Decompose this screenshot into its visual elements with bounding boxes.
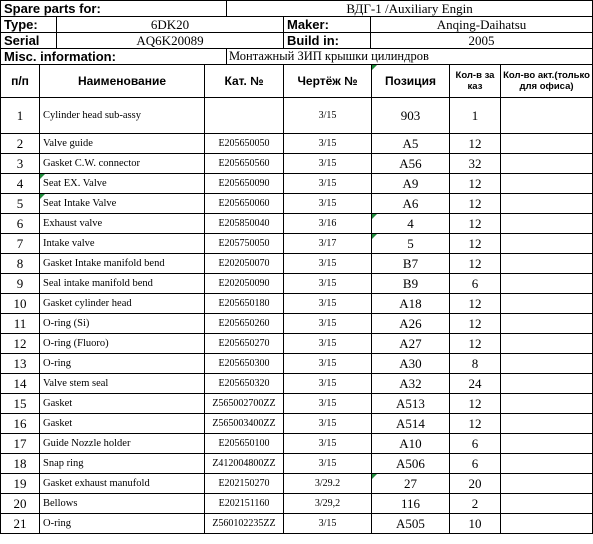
table-row [1, 98, 593, 134]
cell-position[interactable]: A506 [372, 454, 450, 474]
cell-cat[interactable]: E202050070 [205, 254, 284, 274]
cell-position[interactable]: B9 [372, 274, 450, 294]
cell-drawing[interactable]: 3/15 [284, 274, 372, 294]
col-header-drawing[interactable]: Чертёж № [284, 65, 372, 98]
cell-cat[interactable]: E205850040 [205, 214, 284, 234]
cell-qty[interactable]: 6 [450, 434, 501, 454]
column-header-row [1, 65, 593, 98]
maker-value[interactable]: Anqing-Daihatsu [371, 17, 593, 33]
cell-position[interactable]: A6 [372, 194, 450, 214]
cell-drawing[interactable]: 3/15 [284, 414, 372, 434]
table-row [1, 234, 593, 254]
cell-qty-office[interactable] [501, 414, 593, 434]
cell-qty-office[interactable] [501, 134, 593, 154]
cell-position[interactable]: A30 [372, 354, 450, 374]
cell-qty-office[interactable] [501, 354, 593, 374]
cell-qty-office[interactable] [501, 474, 593, 494]
cell-name[interactable]: Bellows [40, 494, 205, 514]
table-row [1, 254, 593, 274]
type-value[interactable]: 6DK20 [57, 17, 284, 33]
cell-position[interactable]: A513 [372, 394, 450, 414]
cell-no[interactable]: 2 [1, 134, 40, 154]
cell-drawing[interactable]: 3/15 [284, 134, 372, 154]
col-header-qty[interactable]: Кол-в за каз [450, 65, 501, 98]
cell-qty[interactable]: 10 [450, 514, 501, 534]
parts-rows [1, 98, 593, 534]
col-header-qty-office[interactable]: Кол-во акт.(только для офиса) [501, 65, 593, 98]
cell-qty-office[interactable] [501, 98, 593, 134]
cell-cat[interactable]: Z560102235ZZ [205, 514, 284, 534]
table-row [1, 514, 593, 534]
cell-drawing[interactable]: 3/29,2 [284, 494, 372, 514]
cell-cat[interactable]: E205750050 [205, 234, 284, 254]
cell-no[interactable]: 5 [1, 194, 40, 214]
table-row [1, 434, 593, 454]
cell-position[interactable]: A514 [372, 414, 450, 434]
cell-name[interactable]: Gasket [40, 394, 205, 414]
table-row [1, 454, 593, 474]
cell-name[interactable]: Gasket [40, 414, 205, 434]
cell-qty[interactable]: 12 [450, 414, 501, 434]
cell-no[interactable]: 8 [1, 254, 40, 274]
cell-name[interactable]: O-ring (Si) [40, 314, 205, 334]
maker-label[interactable]: Maker: [284, 17, 371, 33]
cell-no[interactable]: 11 [1, 314, 40, 334]
cell-qty-office[interactable] [501, 214, 593, 234]
cell-name[interactable]: Cylinder head sub-assy [40, 98, 205, 134]
cell-position[interactable]: A18 [372, 294, 450, 314]
spare-parts-value[interactable]: ВДГ-1 /Auxiliary Engin [227, 1, 593, 17]
cell-qty[interactable]: 12 [450, 234, 501, 254]
cell-qty[interactable]: 12 [450, 174, 501, 194]
table-row [1, 294, 593, 314]
cell-qty-office[interactable] [501, 434, 593, 454]
table-row [1, 414, 593, 434]
cell-drawing[interactable]: 3/15 [284, 194, 372, 214]
col-header-position[interactable]: Позиция [372, 65, 450, 98]
cell-name[interactable]: Valve guide [40, 134, 205, 154]
cell-no[interactable]: 9 [1, 274, 40, 294]
cell-qty-office[interactable] [501, 314, 593, 334]
cell-position[interactable]: 4 [372, 214, 450, 234]
cell-cat[interactable]: Z565002700ZZ [205, 394, 284, 414]
cell-qty[interactable]: 12 [450, 314, 501, 334]
cell-name[interactable]: Gasket Intake manifold bend [40, 254, 205, 274]
cell-name[interactable]: Gasket C.W. connector [40, 154, 205, 174]
cell-qty-office[interactable] [501, 374, 593, 394]
cell-qty[interactable]: 6 [450, 454, 501, 474]
cell-qty[interactable]: 8 [450, 354, 501, 374]
cell-position[interactable]: 27 [372, 474, 450, 494]
cell-position[interactable]: 903 [372, 98, 450, 134]
cell-qty[interactable]: 20 [450, 474, 501, 494]
build-value[interactable]: 2005 [371, 33, 593, 49]
table-row [1, 474, 593, 494]
cell-no[interactable]: 12 [1, 334, 40, 354]
cell-qty[interactable]: 12 [450, 334, 501, 354]
cell-cat[interactable]: Z412004800ZZ [205, 454, 284, 474]
cell-no[interactable]: 4 [1, 174, 40, 194]
spare-parts-label[interactable]: Spare parts for: [1, 1, 227, 17]
cell-qty-office[interactable] [501, 154, 593, 174]
cell-drawing[interactable]: 3/17 [284, 234, 372, 254]
cell-qty[interactable]: 12 [450, 134, 501, 154]
cell-no[interactable]: 6 [1, 214, 40, 234]
cell-name[interactable]: O-ring [40, 354, 205, 374]
cell-name[interactable]: O-ring (Fluoro) [40, 334, 205, 354]
cell-drawing[interactable]: 3/16 [284, 214, 372, 234]
cell-no[interactable]: 10 [1, 294, 40, 314]
cell-position[interactable]: A9 [372, 174, 450, 194]
cell-position[interactable]: A56 [372, 154, 450, 174]
cell-cat[interactable]: E205650090 [205, 174, 284, 194]
cell-name[interactable]: Seat Intake Valve [40, 194, 205, 214]
cell-cat[interactable]: E202050090 [205, 274, 284, 294]
cell-drawing[interactable]: 3/15 [284, 394, 372, 414]
cell-position[interactable]: A10 [372, 434, 450, 454]
cell-cat[interactable]: E202151160 [205, 494, 284, 514]
cell-cat[interactable]: E205650060 [205, 194, 284, 214]
serial-label[interactable]: Serial [1, 33, 57, 49]
cell-drawing[interactable]: 3/15 [284, 434, 372, 454]
cell-qty[interactable]: 12 [450, 394, 501, 414]
cell-drawing[interactable]: 3/15 [284, 514, 372, 534]
cell-position[interactable]: 5 [372, 234, 450, 254]
table-row [1, 174, 593, 194]
cell-qty[interactable]: 12 [450, 194, 501, 214]
cell-cat[interactable]: Z565003400ZZ [205, 414, 284, 434]
serial-value[interactable]: AQ6K20089 [57, 33, 284, 49]
parts-table [0, 64, 593, 534]
cell-qty-office[interactable] [501, 294, 593, 314]
cell-name[interactable]: Snap ring [40, 454, 205, 474]
cell-drawing[interactable]: 3/15 [284, 98, 372, 134]
cell-qty-office[interactable] [501, 454, 593, 474]
table-row [1, 334, 593, 354]
cell-name[interactable]: Guide Nozzle holder [40, 434, 205, 454]
cell-drawing[interactable]: 3/15 [284, 454, 372, 474]
cell-drawing[interactable]: 3/29.2 [284, 474, 372, 494]
cell-position[interactable]: A27 [372, 334, 450, 354]
table-row [1, 394, 593, 414]
cell-drawing[interactable]: 3/15 [284, 254, 372, 274]
cell-qty-office[interactable] [501, 334, 593, 354]
col-header-no[interactable]: п/п [1, 65, 40, 98]
cell-qty[interactable]: 2 [450, 494, 501, 514]
cell-position[interactable]: A32 [372, 374, 450, 394]
table-row [1, 494, 593, 514]
cell-name[interactable]: O-ring [40, 514, 205, 534]
cell-cat[interactable]: E205650270 [205, 334, 284, 354]
cell-qty[interactable]: 12 [450, 294, 501, 314]
cell-name[interactable]: Seal intake manifold bend [40, 274, 205, 294]
cell-qty-office[interactable] [501, 494, 593, 514]
cell-no[interactable]: 18 [1, 454, 40, 474]
cell-qty-office[interactable] [501, 234, 593, 254]
cell-qty[interactable]: 12 [450, 214, 501, 234]
cell-no[interactable]: 17 [1, 434, 40, 454]
cell-qty[interactable]: 32 [450, 154, 501, 174]
table-row [1, 134, 593, 154]
cell-qty-office[interactable] [501, 194, 593, 214]
cell-position[interactable]: 116 [372, 494, 450, 514]
cell-qty[interactable]: 24 [450, 374, 501, 394]
cell-no[interactable]: 7 [1, 234, 40, 254]
cell-name[interactable]: Exhaust valve [40, 214, 205, 234]
table-row [1, 314, 593, 334]
cell-cat[interactable]: E205650050 [205, 134, 284, 154]
cell-cat[interactable]: E202150270 [205, 474, 284, 494]
table-row [1, 274, 593, 294]
cell-drawing[interactable]: 3/15 [284, 314, 372, 334]
cell-cat[interactable] [205, 98, 284, 134]
cell-name[interactable]: Intake valve [40, 234, 205, 254]
table-row [1, 374, 593, 394]
cell-qty-office[interactable] [501, 394, 593, 414]
cell-qty[interactable]: 12 [450, 254, 501, 274]
cell-cat[interactable]: E205650260 [205, 314, 284, 334]
cell-no[interactable]: 14 [1, 374, 40, 394]
misc-label[interactable]: Misc. information: [1, 49, 227, 65]
cell-no[interactable]: 21 [1, 514, 40, 534]
cell-no[interactable]: 1 [1, 98, 40, 134]
cell-cat[interactable]: E205650560 [205, 154, 284, 174]
cell-drawing[interactable]: 3/15 [284, 294, 372, 314]
col-header-cat[interactable]: Кат. № [205, 65, 284, 98]
type-label[interactable]: Type: [1, 17, 57, 33]
cell-no[interactable]: 16 [1, 414, 40, 434]
cell-name[interactable]: Gasket exhaust manufold [40, 474, 205, 494]
misc-value[interactable]: Монтажный ЗИП крышки цилиндров [227, 49, 593, 65]
cell-qty[interactable]: 1 [450, 98, 501, 134]
cell-cat[interactable]: E205650100 [205, 434, 284, 454]
cell-qty-office[interactable] [501, 254, 593, 274]
cell-position[interactable]: A505 [372, 514, 450, 534]
cell-drawing[interactable]: 3/15 [284, 154, 372, 174]
cell-cat[interactable]: E205650180 [205, 294, 284, 314]
header-table [0, 0, 593, 65]
cell-cat[interactable]: E205650300 [205, 354, 284, 374]
build-label[interactable]: Build in: [284, 33, 371, 49]
cell-no[interactable]: 3 [1, 154, 40, 174]
cell-name[interactable]: Valve stem seal [40, 374, 205, 394]
cell-no[interactable]: 15 [1, 394, 40, 414]
cell-drawing[interactable]: 3/15 [284, 174, 372, 194]
table-row [1, 214, 593, 234]
cell-name[interactable]: Seat EX. Valve [40, 174, 205, 194]
cell-drawing[interactable]: 3/15 [284, 334, 372, 354]
table-row [1, 354, 593, 374]
col-header-name[interactable]: Наименование [40, 65, 205, 98]
cell-no[interactable]: 20 [1, 494, 40, 514]
cell-no[interactable]: 19 [1, 474, 40, 494]
cell-cat[interactable]: E205650320 [205, 374, 284, 394]
table-row [1, 194, 593, 214]
cell-qty-office[interactable] [501, 274, 593, 294]
cell-qty[interactable]: 6 [450, 274, 501, 294]
cell-position[interactable]: A26 [372, 314, 450, 334]
cell-no[interactable]: 13 [1, 354, 40, 374]
cell-qty-office[interactable] [501, 174, 593, 194]
cell-drawing[interactable]: 3/15 [284, 354, 372, 374]
cell-position[interactable]: A5 [372, 134, 450, 154]
cell-drawing[interactable]: 3/15 [284, 374, 372, 394]
cell-name[interactable]: Gasket cylinder head [40, 294, 205, 314]
cell-qty-office[interactable] [501, 514, 593, 534]
cell-position[interactable]: B7 [372, 254, 450, 274]
table-row [1, 154, 593, 174]
